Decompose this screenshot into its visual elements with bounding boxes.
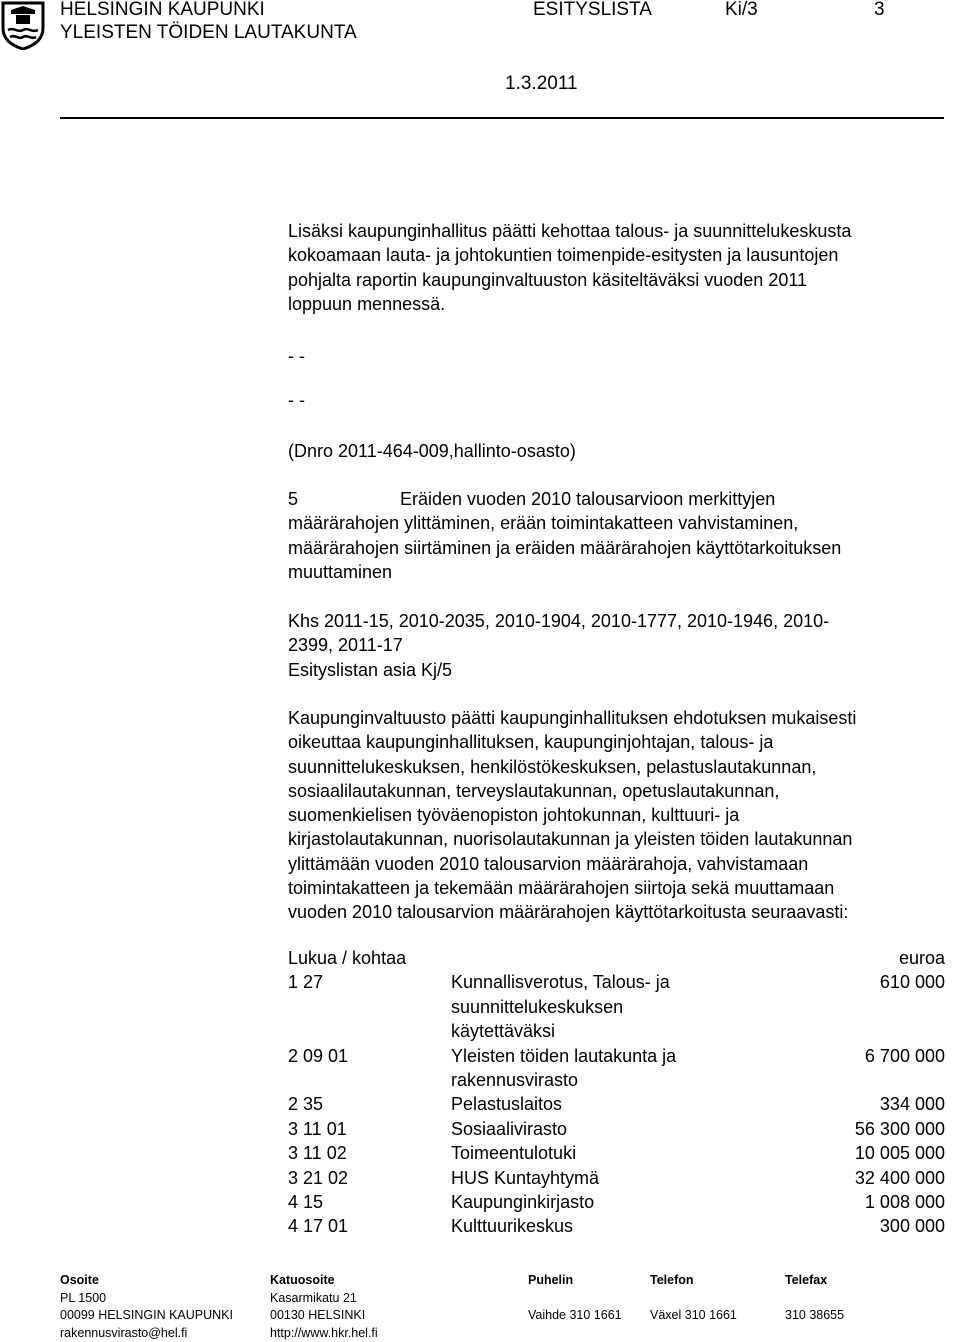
row-code: 2 35: [288, 1094, 324, 1115]
text-line: määrärahojen ylittäminen, erään toimintakatteen vahvistaminen,: [288, 513, 799, 534]
footer-street-address: [270, 1272, 378, 1342]
table-row: [288, 1117, 945, 1141]
footer-label: Katuosoite: [270, 1273, 335, 1287]
table-row: [288, 1141, 945, 1165]
esityslista-ref: Esityslistan asia Kj/5: [288, 659, 453, 680]
table-row: [288, 1044, 945, 1093]
text-line: pohjalta raportin kaupunginvaltuuston käsiteltäväksi vuoden 2011: [288, 269, 808, 290]
khs-references: [288, 609, 958, 682]
intro-paragraph: [288, 219, 958, 316]
text-line: suunnittelukeskuksen, henkilöstökeskuksen, pelastuslautakunnan,: [288, 756, 817, 777]
text-line: oikeuttaa kaupunginhallituksen, kaupunginjohtajan, talous- ja: [288, 732, 774, 753]
text-line: Khs 2011-15, 2010-2035, 2010-1904, 2010-1777, 2010-1946, 2010-: [288, 611, 830, 631]
table-row: [288, 1092, 945, 1116]
text-line: loppuun mennessä.: [288, 293, 446, 314]
doc-type: ESITYSLISTA: [533, 0, 652, 20]
org-name: HELSINGIN KAUPUNKI: [60, 0, 265, 20]
decision-paragraph: [288, 706, 958, 925]
text-line: sosiaalilautakunnan, terveyslautakunnan, opetuslautakunnan,: [288, 780, 780, 801]
row-name: Pelastuslaitos: [451, 1094, 563, 1115]
footer-label: Puhelin: [528, 1273, 574, 1287]
table-row: [288, 1214, 945, 1238]
footer-value: Växel 310 1661: [650, 1308, 737, 1323]
board-name: YLEISTEN TÖIDEN LAUTAKUNTA: [60, 22, 357, 43]
text-line: Lisäksi kaupunginhallitus päätti kehottaa talous- ja suunnittelukeskusta: [288, 221, 852, 241]
row-name: Kunnallisverotus, Talous- ja suunnittelukeskuksen käytettäväksi: [451, 972, 670, 1042]
footer-line: PL 1500: [60, 1290, 107, 1305]
row-name: Yleisten töiden lautakunta ja rakennusvirasto: [451, 1045, 677, 1091]
appropriations-table: [288, 946, 945, 1239]
item-title-first: Eräiden vuoden 2010 talousarvioon merkittyjen: [400, 489, 776, 509]
table-row: [288, 1166, 945, 1190]
text-line: kokoamaan lauta- ja johtokuntien toimenpide-esitysten ja lausuntojen: [288, 245, 839, 266]
row-code: 2 09 01: [288, 1045, 349, 1066]
table-header: [288, 946, 945, 970]
footer-line: Kasarmikatu 21: [270, 1290, 357, 1305]
item-number: 5: [288, 489, 299, 509]
dnro-reference: (Dnro 2011-464-009,hallinto-osasto): [288, 441, 576, 461]
header-col-chapter: Lukua / kohtaa: [288, 948, 407, 968]
separator-dashes: - -: [288, 390, 305, 410]
table-row: [288, 970, 945, 1043]
row-name: Kaupunginkirjasto: [451, 1192, 595, 1213]
text-line: Kaupunginvaltuusto päätti kaupunginhallituksen ehdotuksen mukaisesti: [288, 708, 857, 728]
footer-label: Telefon: [650, 1273, 694, 1287]
row-code: 3 21 02: [288, 1167, 349, 1188]
doc-ref: Ki/3: [725, 0, 758, 20]
text-line: toimintakatteen ja tekemään määrärahojen siirtoja sekä muuttamaan: [288, 878, 835, 899]
footer-telefon: [650, 1272, 737, 1325]
row-code: 3 11 01: [288, 1118, 347, 1139]
footer-email: rakennusvirasto@hel.fi: [60, 1325, 188, 1340]
separator-dashes: - -: [288, 346, 305, 366]
row-name: Kulttuurikeskus: [451, 1216, 574, 1237]
row-code: 4 15: [288, 1192, 324, 1213]
row-name: Toimeentulotuki: [451, 1143, 577, 1164]
footer-phone: [528, 1272, 622, 1325]
page-number: 3: [874, 0, 885, 20]
row-code: 3 11 02: [288, 1143, 347, 1164]
text-line: muuttaminen: [288, 561, 393, 582]
footer-value: Vaihde 310 1661: [528, 1308, 622, 1323]
row-amount: 1 008 000: [864, 1192, 945, 1213]
footer-fax: [785, 1272, 844, 1325]
footer-address: [60, 1272, 233, 1342]
text-line: 2399, 2011-17: [288, 635, 403, 656]
footer-label: Osoite: [60, 1273, 99, 1287]
row-amount: 56 300 000: [854, 1118, 945, 1139]
row-amount: 610 000: [879, 972, 945, 993]
header-rule: [60, 117, 944, 119]
table-row: [288, 1190, 945, 1214]
footer-line: 00130 HELSINKI: [270, 1308, 366, 1323]
row-amount: 334 000: [879, 1094, 945, 1115]
footer-line: 00099 HELSINGIN KAUPUNKI: [60, 1308, 233, 1323]
helsinki-crest-logo: [0, 0, 46, 50]
row-name: HUS Kuntayhtymä: [451, 1167, 600, 1188]
meeting-date: 1.3.2011: [505, 73, 578, 94]
text-line: suomenkielisen työväenopiston johtokunnan, kulttuuri- ja: [288, 805, 740, 826]
row-amount: 10 005 000: [854, 1143, 945, 1164]
row-code: 4 17 01: [288, 1216, 349, 1237]
footer-value: 310 38655: [785, 1308, 845, 1323]
header-col-amount: euroa: [898, 948, 945, 968]
text-line: määrärahojen siirtäminen ja eräiden määrärahojen käyttötarkoituksen: [288, 537, 842, 558]
row-name: Sosiaalivirasto: [451, 1118, 568, 1139]
row-code: 1 27: [288, 972, 324, 993]
row-amount: 6 700 000: [864, 1045, 945, 1066]
item-title: [288, 487, 958, 584]
text-line: vuoden 2010 talousarvion määrärahojen käyttötarkoitusta seuraavasti:: [288, 902, 849, 923]
text-line: kirjastolautakunnan, nuorisolautakunnan ja yleisten töiden lautakunnan: [288, 829, 853, 850]
footer-label: Telefax: [785, 1273, 828, 1287]
row-amount: 300 000: [879, 1216, 945, 1237]
row-amount: 32 400 000: [854, 1167, 945, 1188]
text-line: ylittämään vuoden 2010 talousarvion määrärahoja, vahvistamaan: [288, 853, 809, 874]
footer-website: http://www.hkr.hel.fi: [270, 1325, 378, 1340]
